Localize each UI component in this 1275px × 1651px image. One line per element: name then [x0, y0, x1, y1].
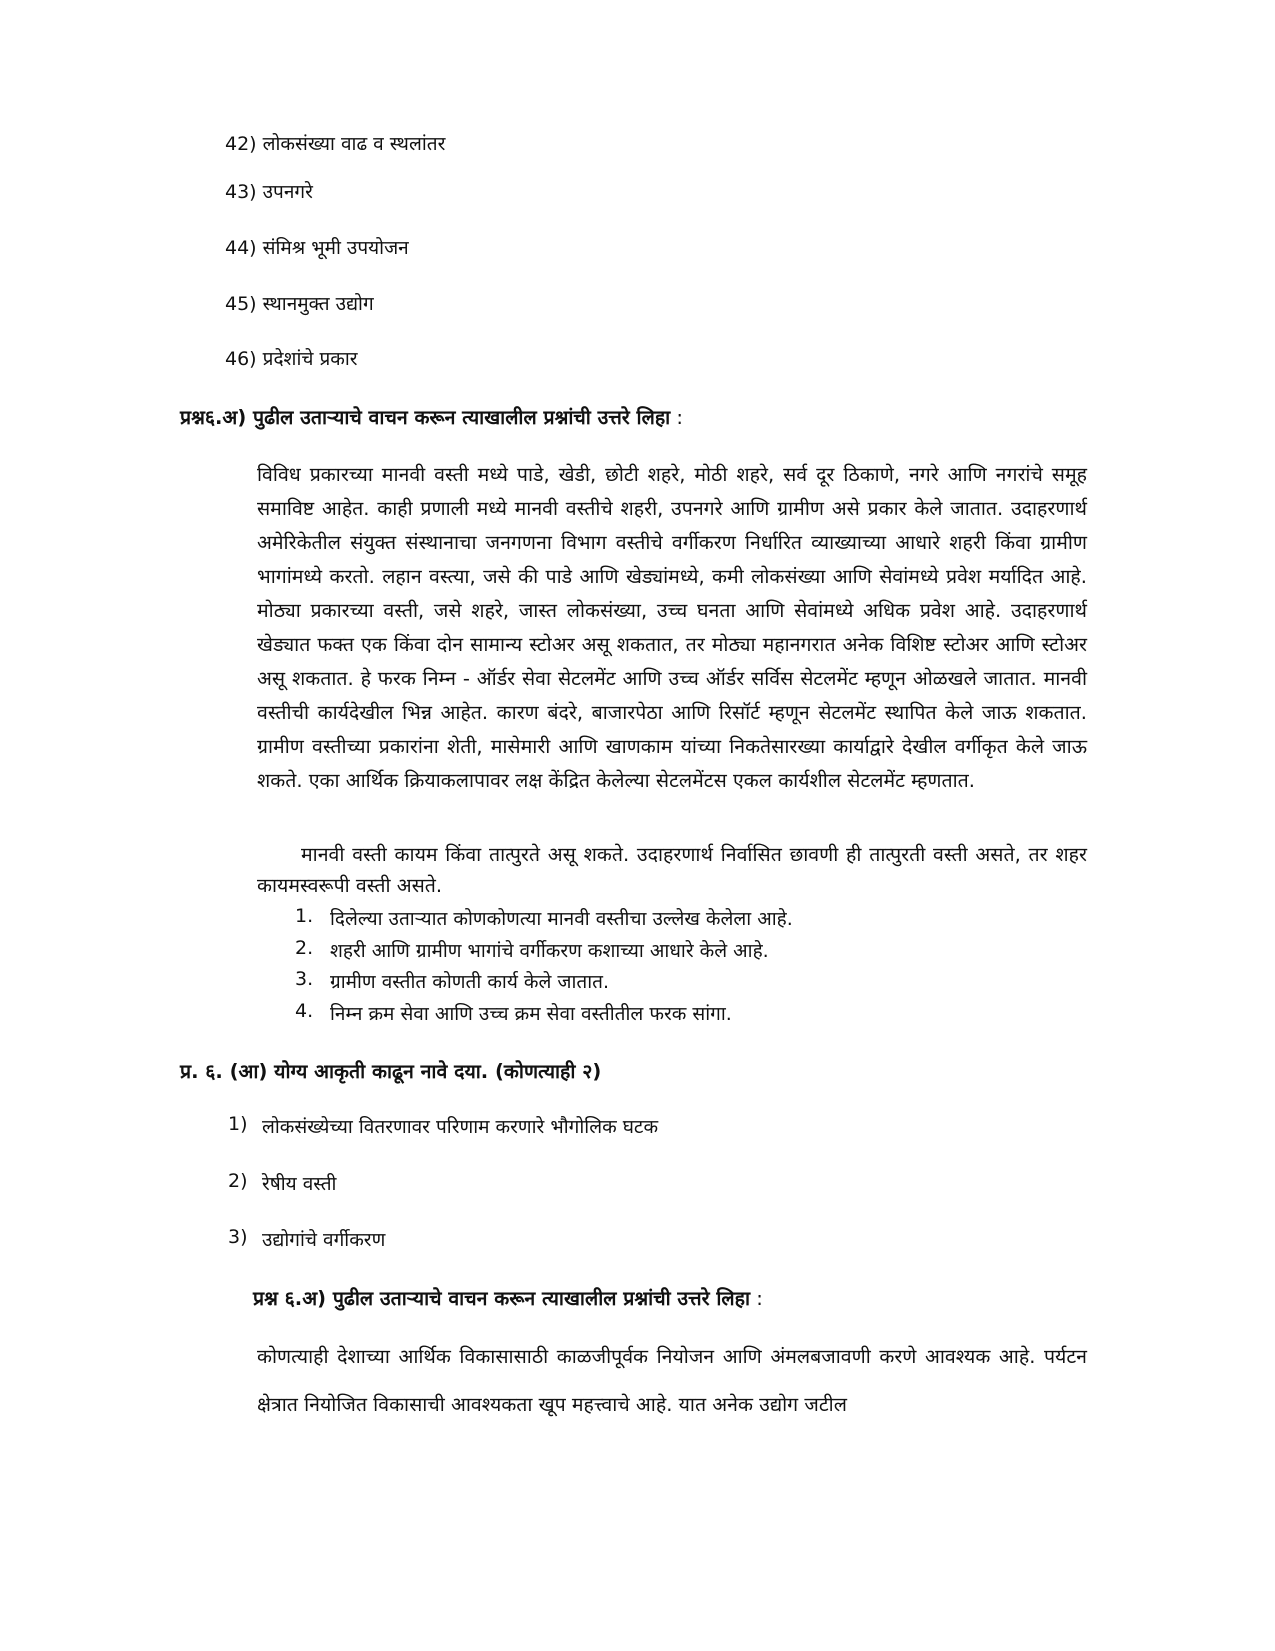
question-text: दिलेल्या उताऱ्यात कोणकोणत्या मानवी वस्तीचा उल्लेख केलेला आहे.	[330, 908, 793, 930]
topic-item: 43) उपनगरे	[225, 181, 313, 203]
passage-paragraph: विविध प्रकारच्या मानवी वस्ती मध्ये पाडे, खेडी, छोटी शहरे, मोठी शहरे, सर्व दूर ठिकाणे, नगरे आणि नगरांचे समूह समाविष्ट आहेत. काही प्रणाली मध्ये मानवी वस्तीचे शहरी, उपनगरे आणि ग्रामीण असे प्रकार केले जातात. उदाहरणार्थ अमेरिकेतील संयुक्त संस्थानाचा जनगणना विभाग वस्तीचे वर्गीकरण निर्धारित व्याख्याच्या आधारे शहरी किंवा ग्रामीण भागांमध्ये करतो. लहान वस्त्या, जसे की पाडे आणि खेड्यांमध्ये, कमी लोकसंख्या आणि सेवांमध्ये प्रवेश मर्यादित आहे. मोठ्या प्रकारच्या वस्ती, जसे शहरे, जास्त लोकसंख्या, उच्च घनता आणि सेवांमध्ये अधिक प्रवेश आहे. उदाहरणार्थ खेड्यात फक्त एक किंवा दोन सामान्य स्टोअर असू शकतात, तर मोठ्या महानगरात अनेक विशिष्ट स्टोअर आणि स्टोअर असू शकतात. हे फरक निम्न - ऑर्डर सेवा सेटलमेंट आणि उच्च ऑर्डर सर्विस सेटलमेंट म्हणून ओळखले जातात. मानवी वस्तीची कार्यदेखील भिन्न आहेत. कारण बंदरे, बाजारपेठा आणि रिसॉर्ट म्हणून सेटलमेंट स्थापित केले जाऊ शकतात. ग्रामीण वस्तीच्या प्रकारांना शेती, मासेमारी आणि खाणकाम यांच्या निकतेसारख्या कार्याद्वारे देखील वर्गीकृत केले जाऊ शकते. एका आर्थिक क्रियाकलापावर लक्ष केंद्रित केलेल्या सेटलमेंटस एकल कार्यशील सेटलमेंट म्हणतात.	[257, 463, 1087, 792]
question-number: 1.	[295, 905, 314, 927]
question-number: 3.	[295, 968, 314, 990]
question-text: ग्रामीण वस्तीत कोणती कार्य केले जातात.	[330, 971, 610, 993]
section-heading	[180, 403, 683, 430]
section-heading	[253, 1284, 763, 1311]
section-heading-text: प्रश्न६.अ) पुढील उताऱ्याचे वाचन करून त्याखालील प्रश्नांची उत्तरे लिहा	[180, 406, 671, 429]
question-text: शहरी आणि ग्रामीण भागांचे वर्गीकरण कशाच्या आधारे केले आहे.	[330, 940, 769, 962]
question-text: निम्न क्रम सेवा आणि उच्च क्रम सेवा वस्तीतील फरक सांगा.	[330, 1003, 732, 1025]
figure-item-text: उद्योगांचे वर्गीकरण	[262, 1229, 386, 1251]
topic-item: 46) प्रदेशांचे प्रकार	[225, 348, 358, 370]
figure-item-text: रेषीय वस्ती	[262, 1173, 337, 1195]
topic-item: 45) स्थानमुक्त उद्योग	[225, 293, 374, 315]
figure-item-number: 2)	[228, 1170, 248, 1192]
section-heading-colon: :	[670, 406, 684, 429]
passage-paragraph: मानवी वस्ती कायम किंवा तात्पुरते असू शकते. उदाहरणार्थ निर्वासित छावणी ही तात्पुरती वस्ती असते, तर शहर कायमस्वरूपी वस्ती असते.	[257, 843, 1087, 897]
figure-item-text: लोकसंख्येच्या वितरणावर परिणाम करणारे भौगोलिक घटक	[262, 1116, 659, 1138]
topic-item: 42) लोकसंख्या वाढ व स्थलांतर	[225, 133, 446, 155]
question-number: 4.	[295, 1000, 314, 1022]
question-number: 2.	[295, 937, 314, 959]
figure-item-number: 3)	[228, 1226, 248, 1248]
topic-item: 44) संमिश्र भूमी उपयोजन	[225, 237, 409, 259]
section-heading-colon: :	[750, 1287, 763, 1310]
section-heading: प्र. ६. (आ) योग्य आकृती काढून नावे दया. (कोणत्याही २)	[180, 1060, 602, 1083]
figure-item-number: 1)	[228, 1113, 248, 1135]
passage-paragraph: कोणत्याही देशाच्या आर्थिक विकासासाठी काळजीपूर्वक नियोजन आणि अंमलबजावणी करणे आवश्यक आहे. पर्यटन क्षेत्रात नियोजित विकासाची आवश्यकता खूप महत्त्वाचे आहे. यात अनेक उद्योग जटील	[257, 1345, 1087, 1416]
section-heading-text: प्रश्न ६.अ) पुढील उताऱ्याचे वाचन करून त्याखालील प्रश्नांची उत्तरे लिहा	[253, 1287, 751, 1310]
